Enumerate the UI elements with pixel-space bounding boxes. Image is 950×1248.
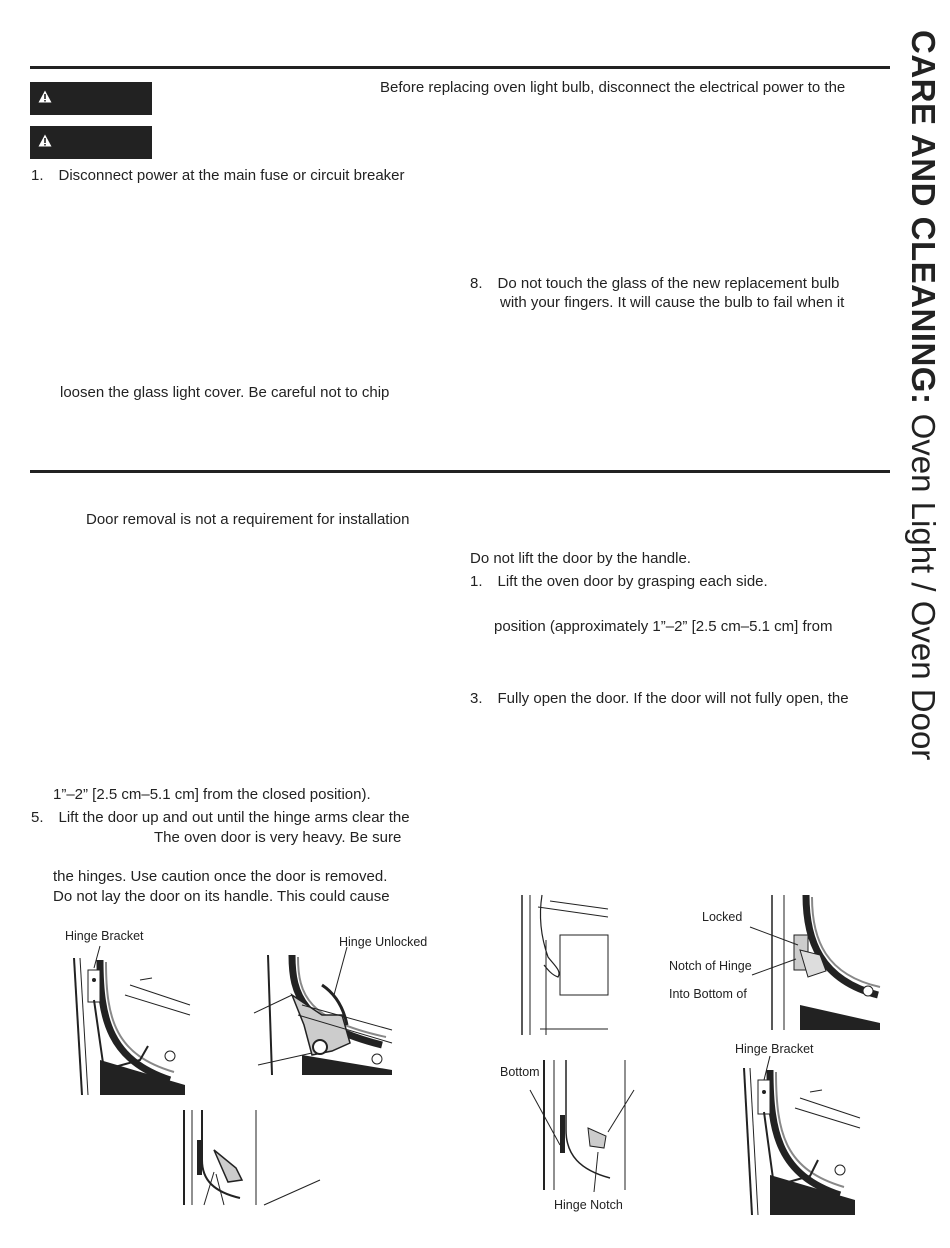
hinge-locked-illustration — [770, 895, 880, 1030]
oven-door-no-lift: Do not lift the door by the handle. — [470, 550, 691, 567]
oven-door-step-5-line1: 5. Lift the door up and out until the hinge arms clear the — [31, 809, 410, 826]
section-rule-middle — [30, 470, 890, 473]
label-hinge-notch: Hinge Notch — [554, 1198, 623, 1212]
oven-door-step-5-line3: the hinges. Use caution once the door is removed. — [53, 868, 388, 885]
oven-light-step-1: 1. Disconnect power at the main fuse or circuit breaker — [31, 167, 405, 184]
warning-banner-1 — [30, 82, 152, 115]
section-side-title — [904, 30, 942, 760]
oven-door-step-5-line2: The oven door is very heavy. Be sure — [154, 829, 402, 846]
side-title-light: Oven Light / Oven Door — [905, 413, 942, 761]
label-into-bottom-of: Into Bottom of — [669, 987, 747, 1001]
section-rule-top — [30, 66, 890, 69]
oven-door-step-5-line4: Do not lay the door on its handle. This could cause — [53, 888, 390, 905]
lift-door-hands-illustration — [520, 895, 610, 1035]
oven-door-step-3: 3. Fully open the door. If the door will not fully open, the — [470, 690, 849, 707]
oven-door-intro: Door removal is not a requirement for installation — [86, 511, 410, 528]
warning-triangle-icon — [38, 90, 52, 103]
label-notch-of-hinge: Notch of Hinge — [669, 959, 752, 973]
oven-light-intro: Before replacing oven light bulb, disconnect the electrical power to the — [380, 79, 846, 96]
side-title-bold: CARE AND CLEANING: — [905, 30, 942, 405]
oven-light-cover-step: loosen the glass light cover. Be careful not to chip — [60, 384, 390, 401]
label-hinge-bracket-left: Hinge Bracket — [65, 929, 144, 943]
label-locked: Locked — [702, 910, 743, 924]
label-hinge-bracket-right: Hinge Bracket — [735, 1042, 814, 1056]
hinge-notch-illustration — [540, 1060, 645, 1190]
oven-door-closed-position: 1”–2” [2.5 cm–5.1 cm] from the closed position). — [53, 786, 371, 803]
hinge-bracket-illustration-right — [740, 1060, 860, 1215]
hinge-bracket-illustration-left — [70, 950, 190, 1095]
hinge-lever-illustration — [180, 1110, 320, 1205]
oven-door-step-1: 1. Lift the oven door by grasping each side. — [470, 573, 768, 590]
label-hinge-unlocked: Hinge Unlocked — [339, 935, 428, 949]
oven-light-step-8-line2: with your fingers. It will cause the bulb to fail when it — [500, 294, 845, 311]
warning-banner-2 — [30, 126, 152, 159]
warning-triangle-icon — [38, 134, 52, 147]
hinge-unlocked-illustration — [262, 955, 392, 1075]
label-bottom: Bottom — [500, 1065, 540, 1079]
oven-door-position: position (approximately 1”–2” [2.5 cm–5.1 cm] from — [494, 618, 833, 635]
oven-light-step-8-line1: 8. Do not touch the glass of the new replacement bulb — [470, 275, 840, 292]
